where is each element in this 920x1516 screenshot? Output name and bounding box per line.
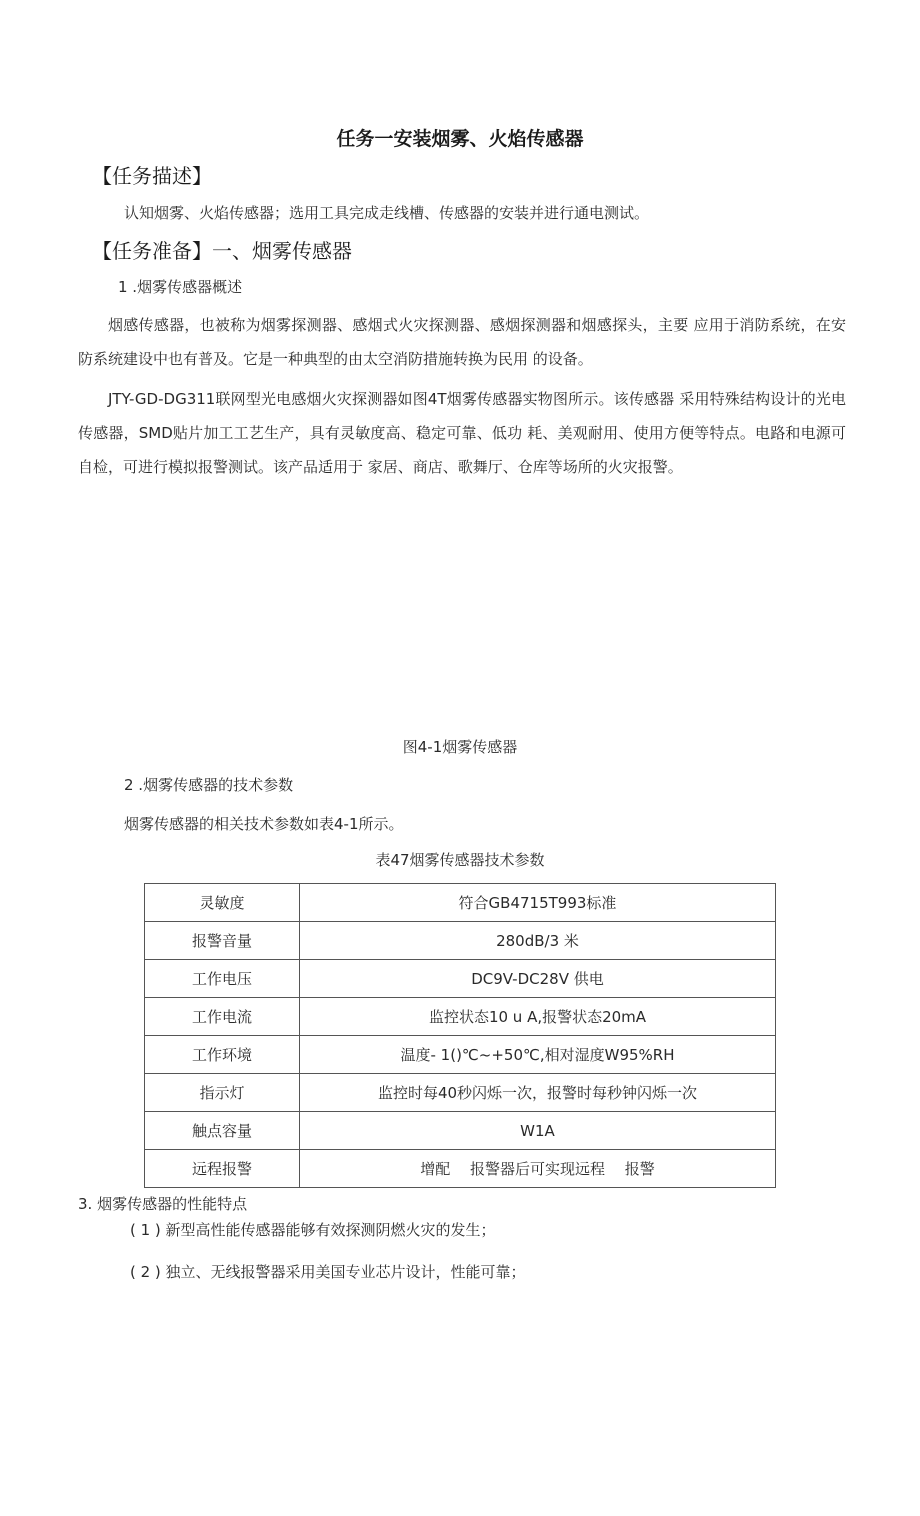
section2-heading: 2 .烟雾传感器的技术参数 <box>124 776 294 794</box>
section3-heading: 3. 烟雾传感器的性能特点 <box>78 1195 248 1213</box>
table-row <box>145 884 776 922</box>
param-value: 符合GB4715T993标准 <box>300 884 776 922</box>
table-caption: 表47烟雾传感器技术参数 <box>375 851 545 869</box>
feature-item: ( 1 ) 新型高性能传感器能够有效探测阴燃火灾的发生； <box>130 1221 496 1239</box>
table-row <box>145 1150 776 1188</box>
param-value: DC9V-DC28V 供电 <box>300 960 776 998</box>
param-name: 工作电流 <box>145 998 300 1036</box>
param-value: 监控时每40秒闪烁一次，报警时每秒钟闪烁一次 <box>300 1074 776 1112</box>
section1-heading: 1 .烟雾传感器概述 <box>118 278 243 296</box>
param-value: 增配 报警器后可实现远程 报警 <box>300 1150 776 1188</box>
table-row <box>145 1074 776 1112</box>
task-description-text: 认知烟雾、火焰传感器；选用工具完成走线槽、传感器的安装并进行通电测试。 <box>124 204 650 222</box>
param-value: 监控状态10 u A,报警状态20mA <box>300 998 776 1036</box>
param-value: W1A <box>300 1112 776 1150</box>
param-value: 280dB/3 米 <box>300 922 776 960</box>
section1-paragraph-2: JTY-GD-DG311联网型光电感烟火灾探测器如图4T烟雾传感器实物图所示。该传感器 采用特殊结构设计的光电传感器，SMD贴片加工工艺生产，具有灵敏度高、稳定可靠、低功 耗、美观耐用、使用方便等特点。电路和电源可自检，可进行模拟报警测试。该产品适用于 家居、商店、歌舞厅、仓库等场所的火灾报警。 <box>78 390 846 476</box>
param-name: 工作环境 <box>145 1036 300 1074</box>
figure-caption: 图4-1烟雾传感器 <box>402 738 518 756</box>
task-preparation-heading: 【任务准备】一、烟雾传感器 <box>92 239 352 263</box>
table-row <box>145 1036 776 1074</box>
table-row <box>145 960 776 998</box>
param-value: 温度- 1()℃~+50℃,相对湿度W95%RH <box>300 1036 776 1074</box>
tech-params-table <box>144 883 776 1188</box>
section2-intro: 烟雾传感器的相关技术参数如表4-1所示。 <box>124 815 404 833</box>
feature-item: ( 2 ) 独立、无线报警器采用美国专业芯片设计，性能可靠； <box>130 1263 526 1281</box>
param-name: 灵敏度 <box>145 884 300 922</box>
table-row <box>145 922 776 960</box>
section1-paragraph-1: 烟感传感器，也被称为烟雾探测器、感烟式火灾探测器、感烟探测器和烟感探头，主要 应用于消防系统，在安防系统建设中也有普及。它是一种典型的由太空消防措施转换为民用 的设备。 <box>78 316 846 368</box>
param-name: 触点容量 <box>145 1112 300 1150</box>
table-row <box>145 998 776 1036</box>
table-row <box>145 1112 776 1150</box>
param-name: 远程报警 <box>145 1150 300 1188</box>
page-title: 任务一安装烟雾、火焰传感器 <box>336 128 584 150</box>
task-description-heading: 【任务描述】 <box>92 164 212 188</box>
param-name: 指示灯 <box>145 1074 300 1112</box>
param-name: 报警音量 <box>145 922 300 960</box>
param-name: 工作电压 <box>145 960 300 998</box>
